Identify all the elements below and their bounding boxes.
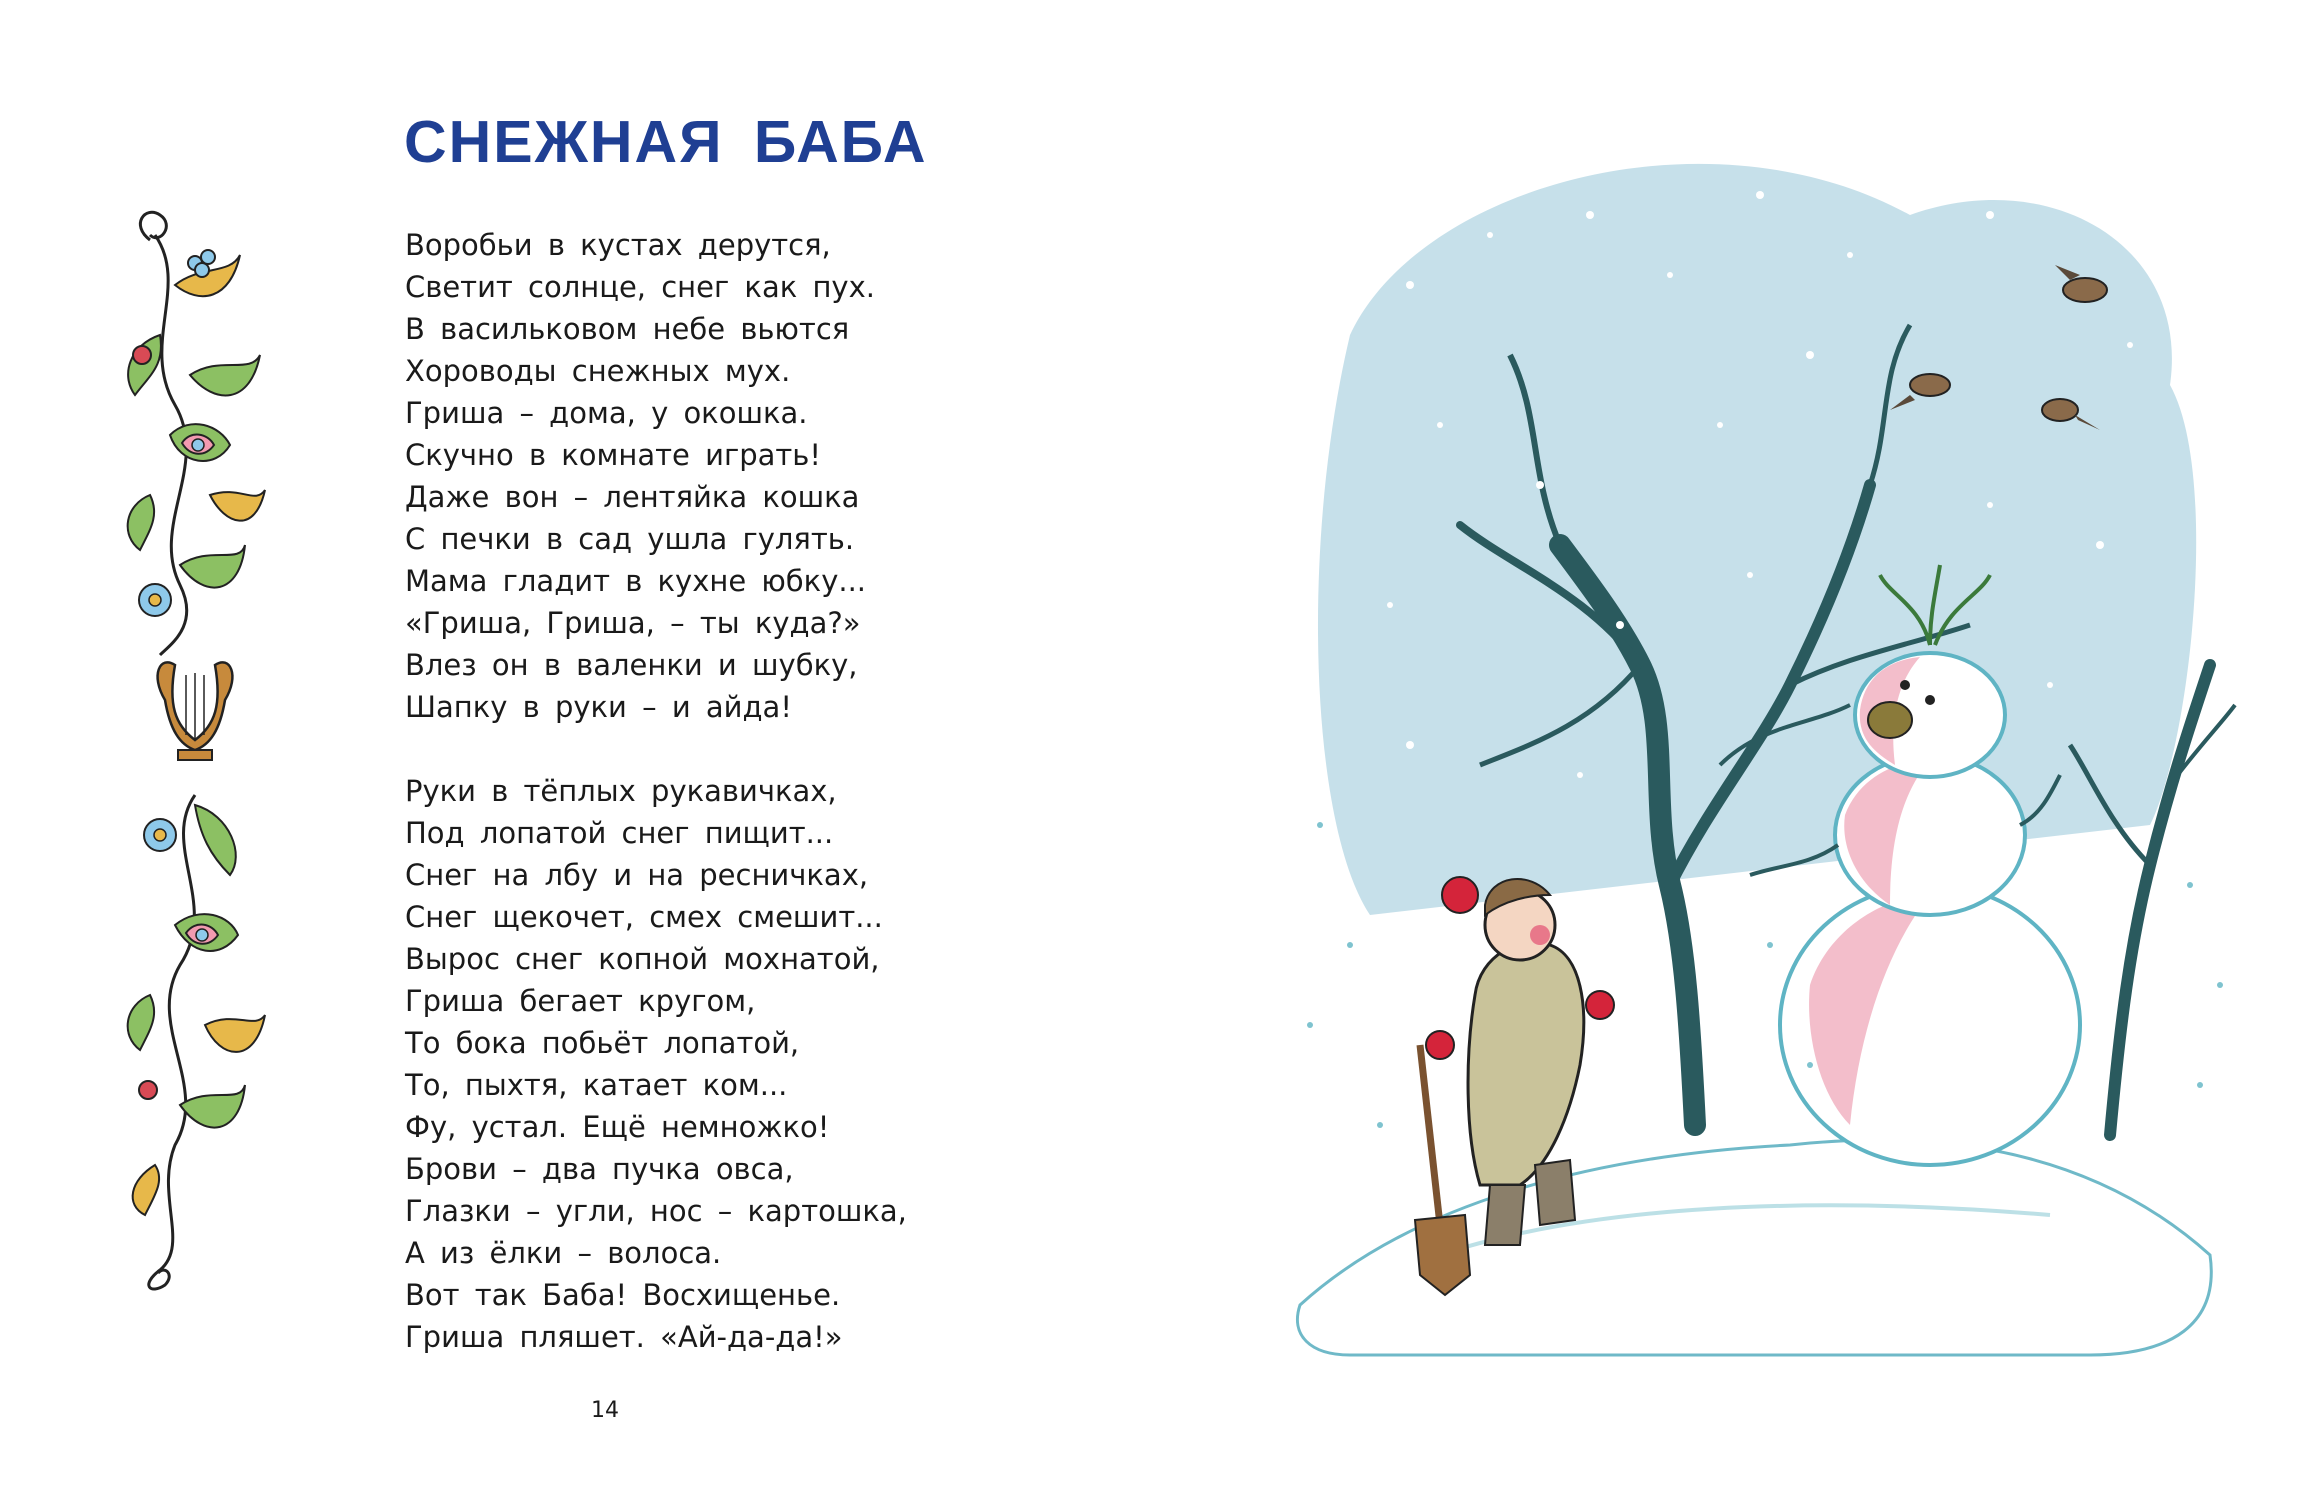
poem-line: С печки в сад ушла гулять. <box>405 522 855 556</box>
floral-vine-icon <box>128 212 265 655</box>
poem-line: Глазки – угли, нос – картошка, <box>405 1194 907 1228</box>
poem-line: А из ёлки – волоса. <box>405 1236 722 1270</box>
poem-line: Вот так Баба! Восхищенье. <box>405 1278 841 1312</box>
poem-line: Светит солнце, снег как пух. <box>405 270 875 304</box>
decorative-ornament <box>120 205 270 1295</box>
poem-line: То бока побьёт лопатой, <box>405 1026 800 1060</box>
poem-line: Скучно в комнате играть! <box>405 438 821 472</box>
poem-line: Гриша – дома, у окошка. <box>405 396 808 430</box>
poem <box>405 224 965 1358</box>
poem-line: Руки в тёплых рукавичках, <box>405 774 837 808</box>
poem-line: Под лопатой снег пищит... <box>405 816 834 850</box>
snowman-illustration <box>1290 125 2240 1365</box>
shovel-icon <box>1415 1045 1470 1295</box>
poem-line: То, пыхтя, катает ком... <box>405 1068 788 1102</box>
poem-line: Вырос снег копной мохнатой, <box>405 942 880 976</box>
stanza <box>405 224 965 728</box>
poem-line: Брови – два пучка овса, <box>405 1152 794 1186</box>
poem-line: Фу, устал. Ещё немножко! <box>405 1110 830 1144</box>
poem-line: Снег на лбу и на ресничках, <box>405 858 869 892</box>
poem-line: Гриша пляшет. «Ай-да-да!» <box>405 1320 843 1354</box>
poem-line: Гриша бегает кругом, <box>405 984 756 1018</box>
page-number: 14 <box>591 1398 619 1423</box>
stanza <box>405 770 965 1358</box>
poem-line: Снег щекочет, смех смешит... <box>405 900 883 934</box>
poem-line: Даже вон – лентяйка кошка <box>405 480 860 514</box>
poem-line: Воробьи в кустах дерутся, <box>405 228 831 262</box>
lyre-icon <box>158 662 233 760</box>
poem-line: В васильковом небе вьются <box>405 312 850 346</box>
poem-line: Влез он в валенки и шубку, <box>405 648 858 682</box>
floral-vine-icon <box>128 795 265 1289</box>
poem-line: Мама гладит в кухне юбку... <box>405 564 867 598</box>
winter-sky <box>1318 164 2196 915</box>
poem-line: Хороводы снежных мух. <box>405 354 791 388</box>
poem-line: «Гриша, Гриша, – ты куда?» <box>405 606 861 640</box>
poem-line: Шапку в руки – и айда! <box>405 690 792 724</box>
page-title: СНЕЖНАЯ БАБА <box>404 109 928 175</box>
